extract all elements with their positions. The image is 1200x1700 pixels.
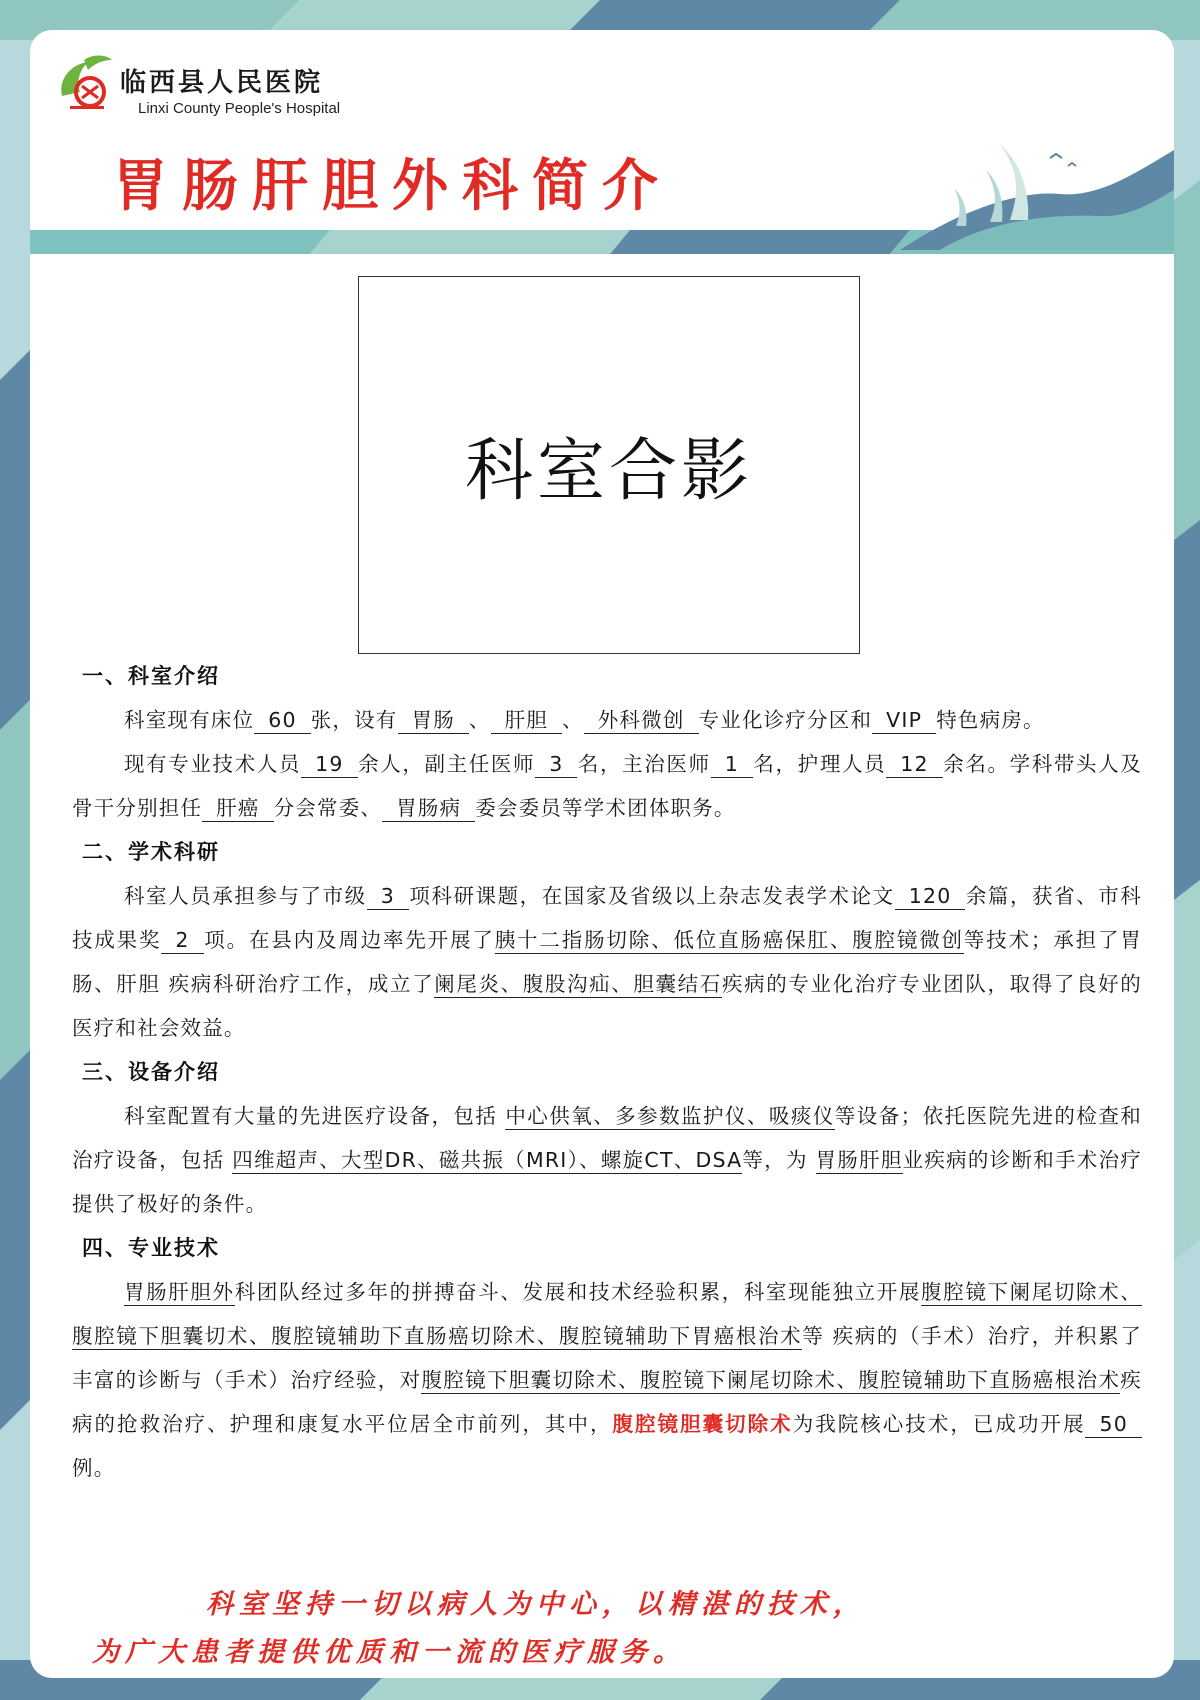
zone-2: 肝胆 — [491, 708, 562, 734]
equipment-list-2: 四维超声、大型DR、磁共振（MRI）、螺旋CT、DSA — [232, 1148, 743, 1172]
equipment-paragraph: 科室配置有大量的先进医疗设备，包括 中心供氧、多参数监护仪、吸痰仪等设备；依托医院先进的检查和治疗设备，包括 四维超声、大型DR、磁共振（MRI）、螺旋CT、DSA等，为 胃肠肝胆业疾病的诊断和手术治疗提供了极好的条件。 — [72, 1104, 1143, 1216]
case-count: 50 — [1085, 1412, 1142, 1438]
equipment-list-1: 中心供氧、多参数监护仪、吸痰仪 — [505, 1104, 835, 1128]
nurse-count: 12 — [886, 752, 943, 778]
staff-count: 19 — [301, 752, 358, 778]
award-count: 2 — [161, 928, 203, 954]
attending-count: 1 — [711, 752, 753, 778]
slogan-line-2: 为广大患者提供优质和一流的医疗服务。 — [92, 1637, 686, 1668]
research-paragraph: 科室人员承担参与了市级 3 项科研课题，在国家及省级以上杂志发表学术论文 120 余篇，获省、市科技成果奖 2 项。在县内及周边率先开展了胰十二指肠切除、低位直肠癌保肛、腹腔镜微创等技术；承担了胃肠、肝胆 疾病科研治疗工作，成立了阑尾炎、腹股沟疝、胆囊结石疾病的专业化治疗专业团队，取得了良好的医疗和社会效益。 — [72, 884, 1142, 1040]
beds-value: 60 — [254, 708, 311, 734]
dept-name: 胃肠肝胆 — [815, 1148, 903, 1172]
paper-count: 120 — [895, 884, 966, 910]
project-count: 3 — [367, 884, 409, 910]
section-heading-equipment: 三、设备介绍 — [82, 1060, 220, 1084]
hospital-name-en: Linxi County People's Hospital — [138, 100, 341, 117]
slogan-line-1: 科室坚持一切以病人为中心，以精湛的技术， — [206, 1589, 866, 1620]
team-name: 胃肠肝胆外 — [124, 1280, 235, 1304]
hospital-name-cn: 临西县人民医院 — [120, 68, 324, 98]
intro-paragraph-1: 科室现有床位 60 张，设有 胃肠 、 肝胆 、 外科微创 专业化诊疗分区和 VIP 特色病房。 — [124, 708, 1045, 732]
department-photo-placeholder — [358, 276, 860, 654]
core-technique: 腹腔镜胆囊切除术 — [612, 1412, 793, 1436]
hospital-logo-icon — [54, 52, 120, 114]
zone-3: 外科微创 — [584, 708, 699, 734]
intro-paragraph-2: 现有专业技术人员 19 余人，副主任医师 3 名，主治医师 1 名，护理人员 12 余名。学科带头人及骨干分别担任 肝癌 分会常委、 胃肠病 委会委员等学术团体职务。 — [72, 752, 1143, 820]
page-title: 胃肠肝胆外科简介 — [112, 154, 672, 219]
associate-count: 3 — [535, 752, 577, 778]
section-heading-research: 二、学术科研 — [82, 840, 220, 864]
techniques-paragraph: 胃肠肝胆外科团队经过多年的拼搏奋斗、发展和技术经验积累，科室现能独立开展腹腔镜下阑尾切除术、腹腔镜下胆囊切术、腹腔镜辅助下直肠癌切除术、腹腔镜辅助下胃癌根治术等 疾病的（手术）治疗，并积累了丰富的诊断与（手术）治疗经验，对腹腔镜下胆囊切除术、腹腔镜下阑尾切除术、腹腔镜辅助下直肠癌根治术疾病的抢救治疗、护理和康复水平位居全市前列，其中，腹腔镜胆囊切除术为我院核心技术，已成功开展 50例。 — [72, 1280, 1143, 1480]
section-heading-intro: 一、科室介绍 — [82, 664, 220, 688]
vip-label: VIP — [872, 708, 936, 734]
section-heading-techniques: 四、专业技术 — [82, 1236, 220, 1260]
procedure-list-2: 腹腔镜下胆囊切除术、腹腔镜下阑尾切除术、腹腔镜辅助下直肠癌根治术 — [421, 1368, 1121, 1392]
procedure-list-1: 腹腔镜下阑尾切除术、腹腔镜下胆囊切术、腹腔镜辅助下直肠癌切除术、腹腔镜辅助下胃癌根治术 — [72, 1280, 1143, 1348]
poster-card — [30, 30, 1174, 1678]
photo-placeholder-label: 科室合影 — [464, 431, 753, 511]
sailboat-waves-icon — [900, 130, 1174, 250]
zone-1: 胃肠 — [398, 708, 469, 734]
role-2: 胃肠病 — [382, 796, 475, 822]
tech-list: 胰十二指肠切除、低位直肠癌保肛、腹腔镜微创 — [494, 928, 964, 952]
content — [72, 654, 1142, 1490]
role-1: 肝癌 — [202, 796, 273, 822]
team-list: 阑尾炎、腹股沟疝、胆囊结石 — [434, 972, 722, 996]
